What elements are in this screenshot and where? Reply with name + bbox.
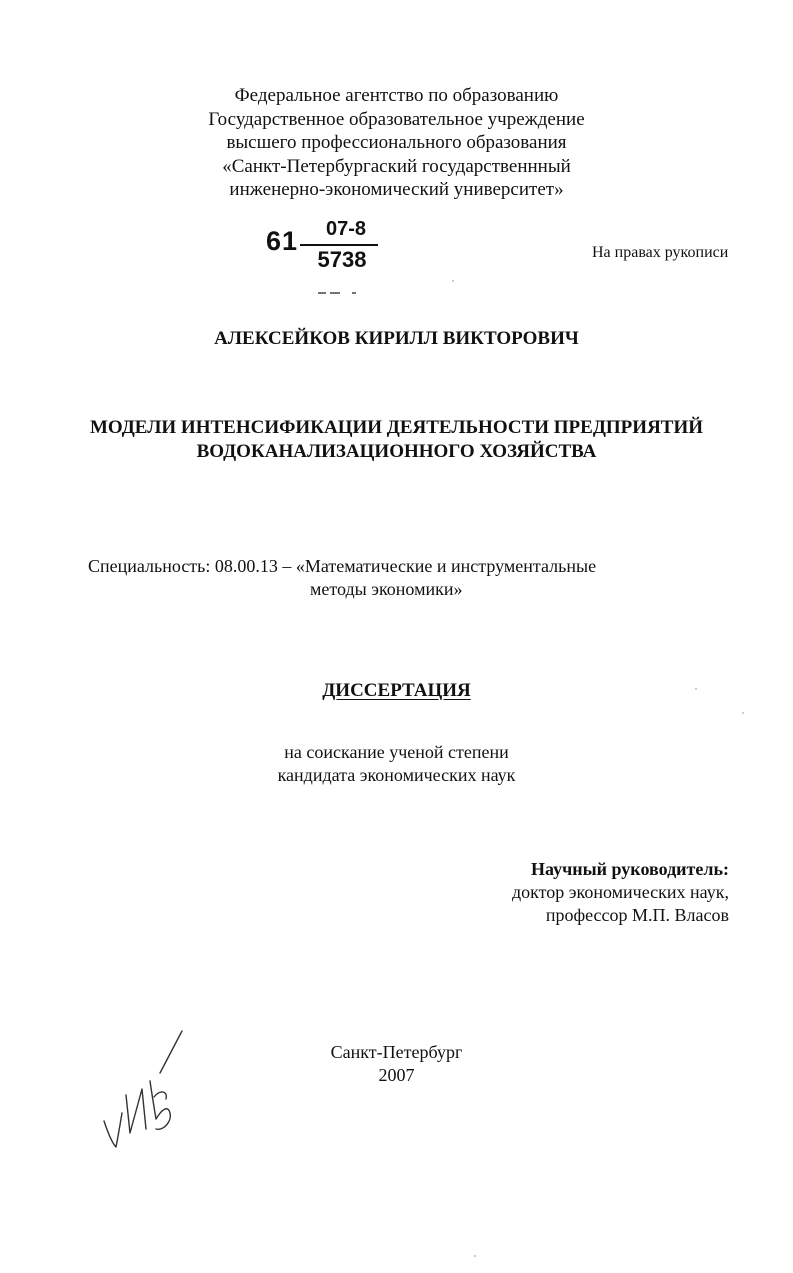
thesis-title	[0, 416, 793, 464]
archive-code-numerator: 07-8	[325, 218, 367, 240]
document-type: ДИССЕРТАЦИЯ	[322, 680, 471, 701]
degree-line: кандидата экономических наук	[277, 765, 516, 785]
org-line: высшего профессионального образования	[226, 132, 567, 153]
archive-code-stamp	[266, 218, 386, 278]
specialty	[88, 555, 648, 601]
title-line: ВОДОКАНАЛИЗАЦИОННОГО ХОЗЯЙСТВА	[196, 441, 597, 462]
archive-code-fraction-bar	[300, 244, 378, 246]
supervisor-degree: доктор экономических наук,	[512, 882, 729, 902]
year: 2007	[378, 1065, 415, 1085]
organization-header	[0, 84, 793, 202]
org-line: Федеральное агентство по образованию	[234, 85, 559, 106]
supervisor-name: профессор М.П. Власов	[545, 905, 729, 925]
scan-speck	[695, 688, 697, 690]
scan-speck	[452, 280, 454, 282]
org-line: «Санкт-Петербургаский государственнный	[222, 155, 571, 177]
author-name: АЛЕКСЕЙКОВ КИРИЛЛ ВИКТОРОВИЧ	[214, 328, 579, 349]
scientific-supervisor	[409, 858, 729, 927]
scan-speck	[742, 712, 744, 714]
archive-code-denominator: 5738	[317, 247, 367, 272]
scan-speck	[474, 1255, 476, 1257]
org-line: инженерно-экономический университет»	[229, 179, 564, 200]
archive-code-prefix: 61	[266, 226, 299, 256]
degree-sought	[0, 741, 793, 787]
org-line: Государственное образовательное учреждение	[208, 108, 585, 130]
degree-line: на соискание ученой степени	[284, 742, 509, 762]
archive-stamp-mark	[318, 291, 358, 295]
title-line: МОДЕЛИ ИНТЕНСИФИКАЦИИ ДЕЯТЕЛЬНОСТИ ПРЕДПРИЯТИЙ	[89, 417, 704, 438]
supervisor-heading: Научный руководитель:	[531, 859, 729, 879]
city: Санкт-Петербург	[330, 1042, 463, 1062]
manuscript-rights-note: На правах рукописи	[592, 244, 729, 261]
place-and-year	[0, 1041, 793, 1087]
specialty-line: Специальность: 08.00.13 – «Математические и инструментальные	[88, 556, 597, 576]
specialty-line: методы экономики»	[310, 579, 463, 599]
